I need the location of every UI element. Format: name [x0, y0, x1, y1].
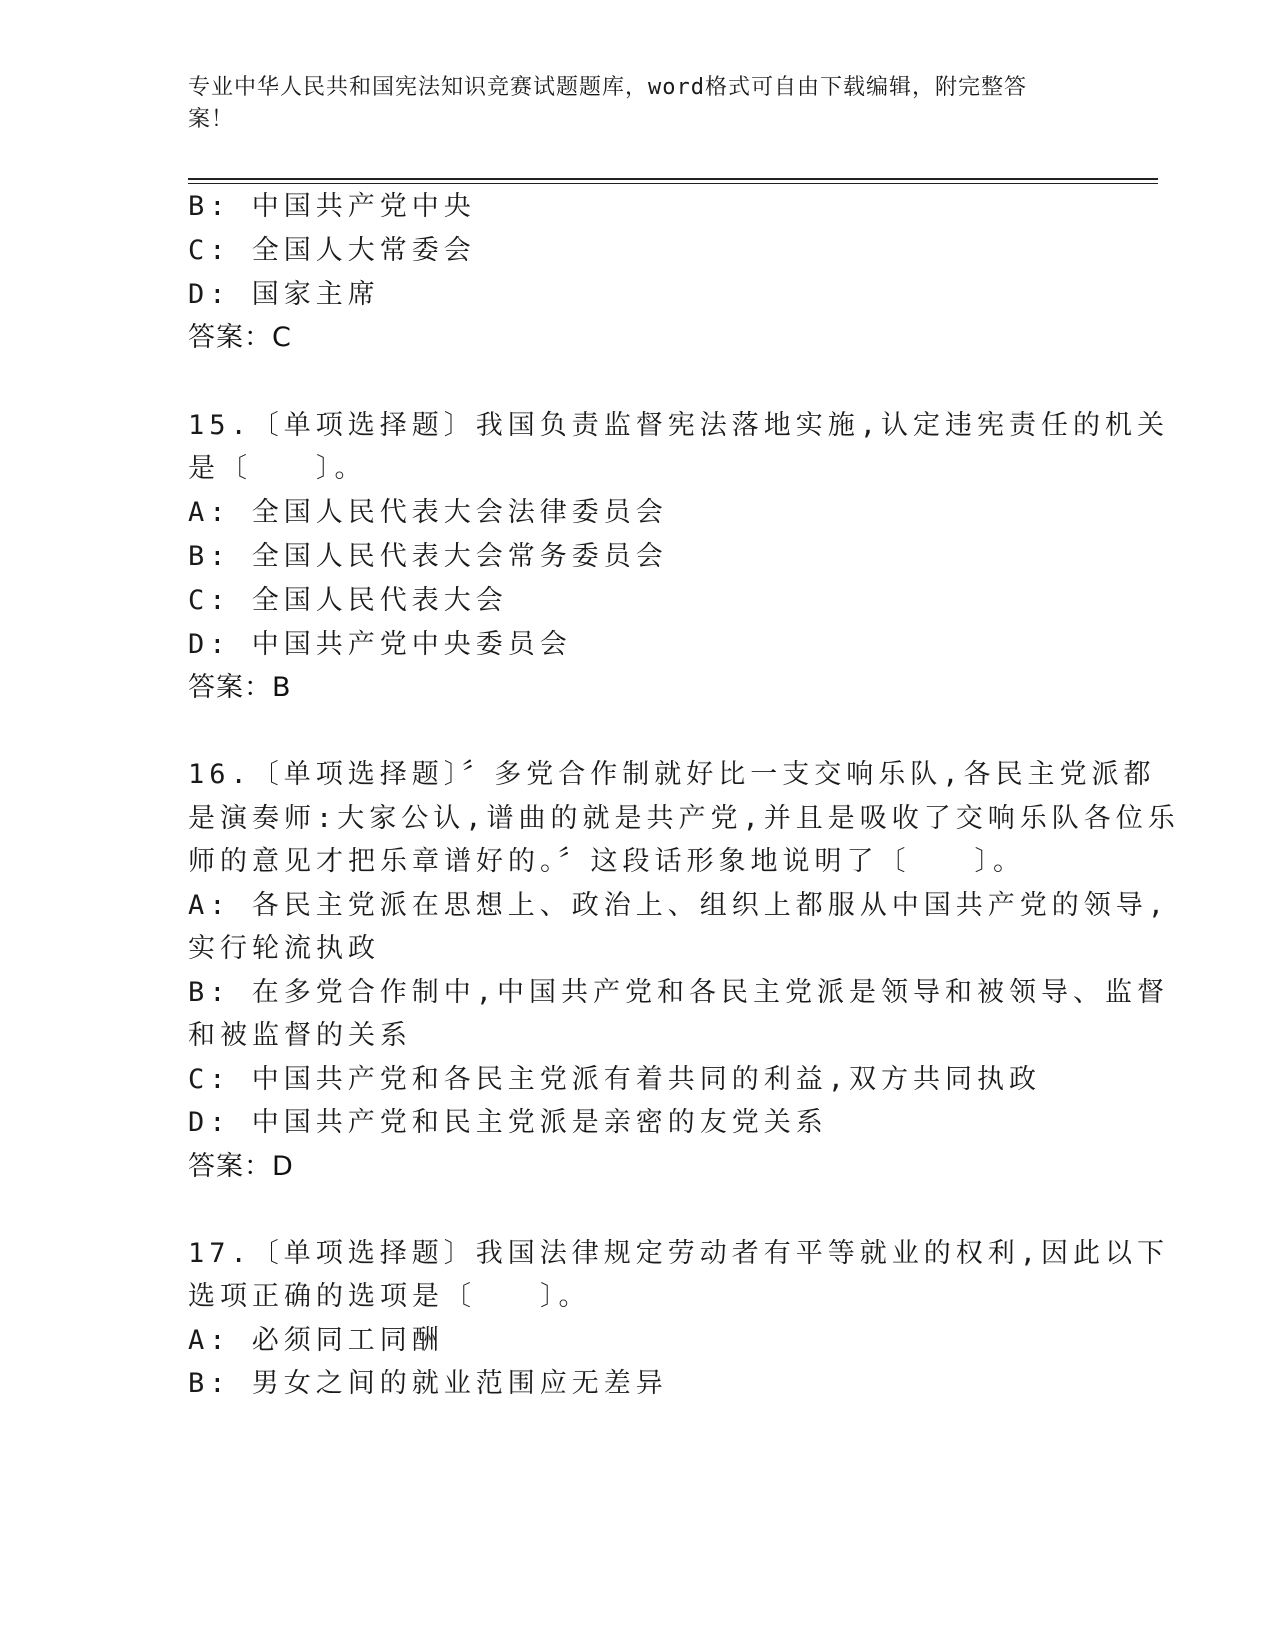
q15-option-a: A: 全国人民代表大会法律委员会: [188, 497, 668, 528]
q16-question-line1: 16.〔单项选择题〕〞多党合作制就好比一支交响乐队,各民主党派都: [188, 759, 1156, 790]
q17-question-line2: 选项正确的选项是〔 〕。: [188, 1281, 591, 1312]
q16-option-c: C: 中国共产党和各民主党派有着共同的利益,双方共同执政: [188, 1064, 1042, 1095]
q17-option-a: A: 必须同工同酬: [188, 1325, 444, 1356]
q16-question-line2: 是演奏师:大家公认,谱曲的就是共产党,并且是吸收了交响乐队各位乐: [188, 803, 1180, 834]
q14-answer: 答案：C: [188, 322, 292, 353]
q14-option-b: B: 中国共产党中央: [188, 191, 476, 222]
q16-option-b-line2: 和被监督的关系: [188, 1020, 412, 1051]
header-divider-thin: [188, 183, 1158, 184]
header-divider-thick: [188, 178, 1158, 180]
q15-question-line2: 是〔 〕。: [188, 453, 367, 484]
page-header: 专业中华人民共和国宪法知识竞赛试题题库，word格式可自由下载编辑，附完整答案！: [188, 75, 1027, 132]
q15-option-b: B: 全国人民代表大会常务委员会: [188, 541, 668, 572]
q16-option-a-line2: 实行轮流执政: [188, 933, 380, 964]
q17-option-b: B: 男女之间的就业范围应无差异: [188, 1368, 668, 1399]
q14-option-c: C: 全国人大常委会: [188, 235, 476, 266]
q15-question-line1: 15.〔单项选择题〕我国负责监督宪法落地实施,认定违宪责任的机关: [188, 410, 1170, 441]
q16-answer: 答案：D: [188, 1151, 294, 1182]
q16-option-d: D: 中国共产党和民主党派是亲密的友党关系: [188, 1107, 828, 1138]
q14-option-d: D: 国家主席: [188, 279, 380, 310]
q15-option-d: D: 中国共产党中央委员会: [188, 629, 572, 660]
q15-answer: 答案：B: [188, 672, 292, 703]
q17-question-line1: 17.〔单项选择题〕我国法律规定劳动者有平等就业的权利,因此以下: [188, 1238, 1170, 1269]
q16-option-b-line1: B: 在多党合作制中,中国共产党和各民主党派是领导和被领导、监督: [188, 977, 1170, 1008]
q16-option-a-line1: A: 各民主党派在思想上、政治上、组织上都服从中国共产党的领导,: [188, 890, 1170, 921]
q15-option-c: C: 全国人民代表大会: [188, 585, 508, 616]
q16-question-line3: 师的意见才把乐章谱好的。〞这段话形象地说明了〔 〕。: [188, 846, 1025, 877]
